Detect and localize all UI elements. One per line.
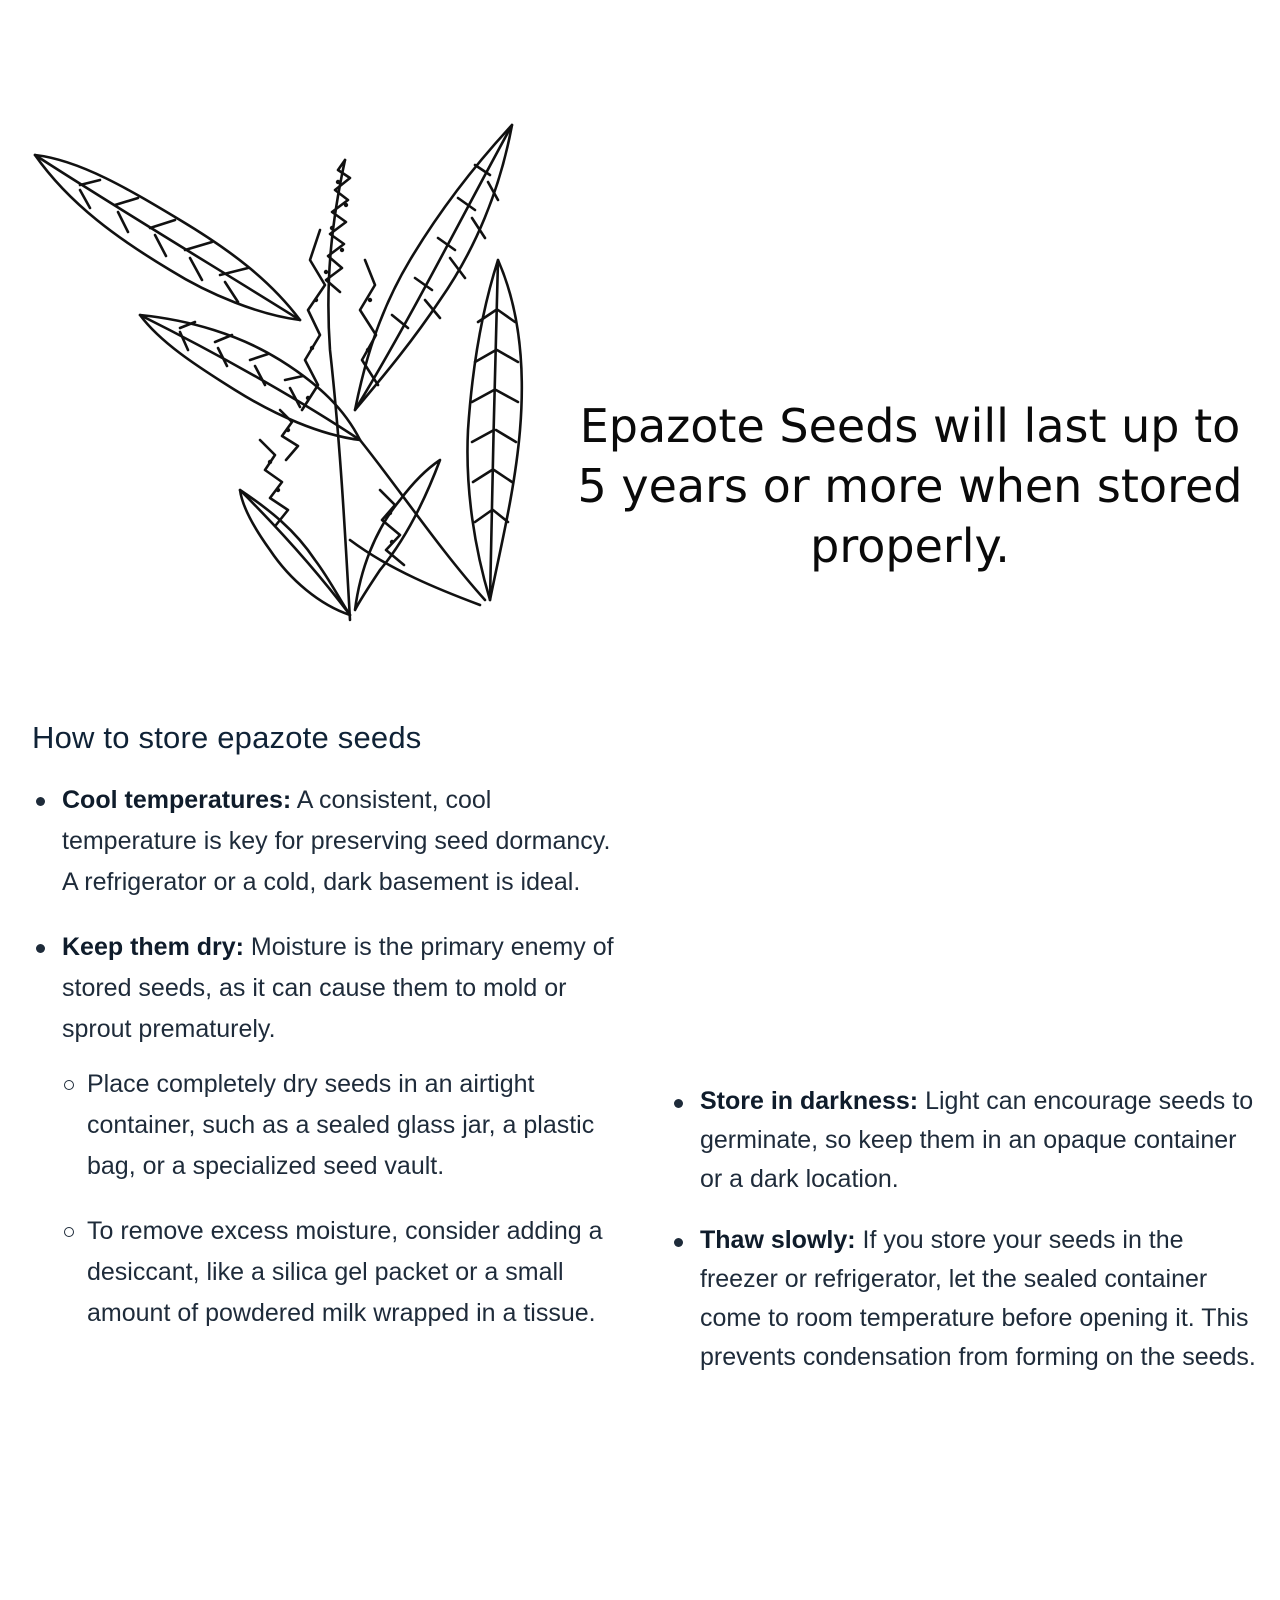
list-item-thaw-slowly bbox=[670, 1221, 1260, 1377]
item-text: Moisture is the primary enemy of stored seeds, as it can cause them to mold or sprout prematurely. bbox=[62, 933, 614, 1043]
item-text: A consistent, cool temperature is key for preserving seed dormancy. A refrigerator or a cold, dark basement is ideal. bbox=[62, 786, 611, 896]
section-title: How to store epazote seeds bbox=[32, 720, 422, 755]
list-item-keep-dry bbox=[32, 927, 622, 1334]
item-label: Cool temperatures: bbox=[62, 786, 292, 814]
sublist-item-desiccant: To remove excess moisture, consider adding a desiccant, like a silica gel packet or a small amount of powdered milk wrapped in a tissue. bbox=[62, 1211, 622, 1334]
item-text: If you store your seeds in the freezer or refrigerator, let the sealed container come to room temperature before opening it. This prevents condensation from forming on the seeds. bbox=[700, 1226, 1256, 1371]
item-label: Store in darkness: bbox=[700, 1087, 919, 1115]
storage-tips-list-left bbox=[32, 780, 622, 1334]
item-label: Keep them dry: bbox=[62, 933, 244, 961]
keep-dry-sublist bbox=[62, 1064, 622, 1334]
item-label: Thaw slowly: bbox=[700, 1226, 856, 1254]
epazote-plant-icon bbox=[20, 110, 560, 650]
headline: Epazote Seeds will last up to 5 years or more when stored properly. bbox=[577, 399, 1243, 573]
storage-tips-list-right bbox=[670, 1082, 1260, 1377]
list-item-cool-temperatures bbox=[32, 780, 622, 903]
item-text: Light can encourage seeds to germinate, so keep them in an opaque container or a dark location. bbox=[700, 1087, 1254, 1193]
list-item-store-in-darkness bbox=[670, 1082, 1260, 1199]
sublist-item-airtight-container: Place completely dry seeds in an airtight container, such as a sealed glass jar, a plastic bag, or a specialized seed vault. bbox=[62, 1064, 622, 1187]
